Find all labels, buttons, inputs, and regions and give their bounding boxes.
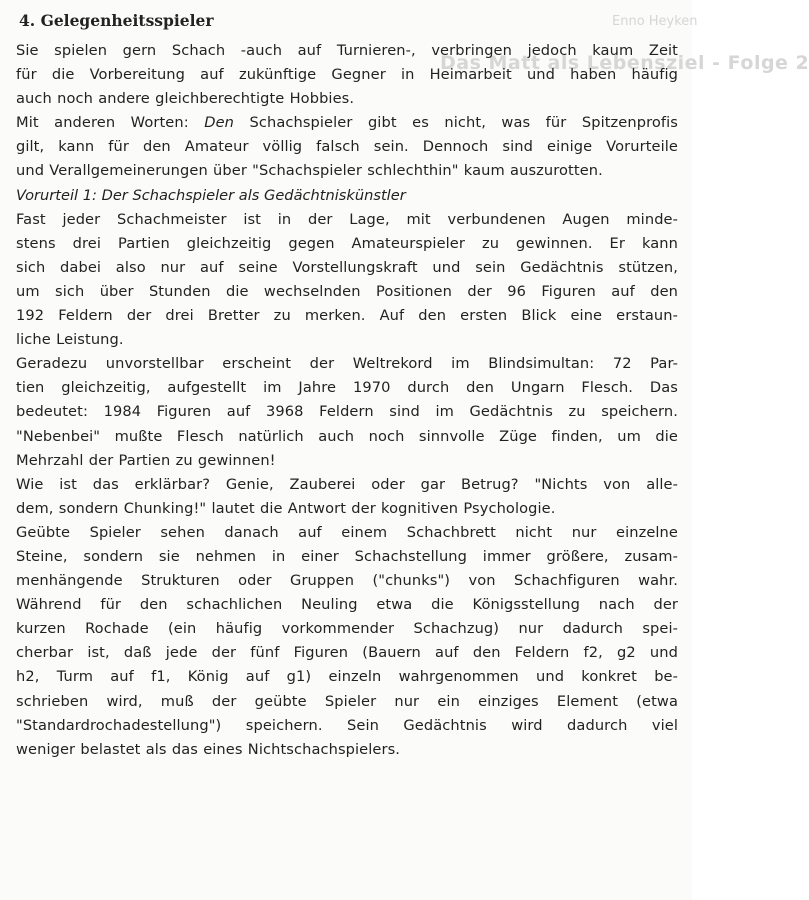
section-heading: 4. Gelegenheitsspieler: [19, 11, 214, 30]
paragraph-intro: [16, 39, 678, 111]
text-line: weniger belastet als das eines Nichtschachspielers.: [16, 740, 401, 758]
text-line: dem, sondern Chunking!" lautet die Antwort der kognitiven Psychologie.: [16, 499, 556, 517]
text-line: Fast jeder Schachmeister ist in der Lage, mit verbundenen Augen minde-: [16, 210, 678, 228]
text-line: stens drei Partien gleichzeitig gegen Amateurspieler zu gewinnen. Er kann: [16, 234, 678, 252]
text-line: tien gleichzeitig, aufgestellt im Jahre 1970 durch den Ungarn Flesch. Das: [16, 379, 678, 397]
text-line: um sich über Stunden die wechselnden Positionen der 96 Figuren auf den: [16, 282, 678, 300]
text-line: menhängende Strukturen oder Gruppen ("chunks") von Schachfiguren wahr.: [16, 572, 678, 590]
bleed-through-author: Enno Heyken: [612, 14, 698, 29]
text-line: sich dabei also nur auf seine Vorstellungskraft und sein Gedächtnis stützen,: [16, 258, 678, 276]
text-line: und Verallgemeinerungen über "Schachspieler schlechthin" kaum auszurotten.: [16, 162, 603, 180]
text-line: 192 Feldern der drei Bretter zu merken. Auf den ersten Blick eine erstaun-: [16, 307, 678, 325]
text-line: cherbar ist, daß jede der fünf Figuren (Bauern auf den Feldern f2, g2 und: [16, 644, 678, 662]
text-line: schrieben wird, muß der geübte Spieler nur ein einziges Element (etwa: [16, 692, 678, 710]
paragraph-geuebte-spieler: [16, 521, 678, 762]
text-line: Wie ist das erklärbar? Genie, Zauberei oder gar Betrug? "Nichts von alle-: [16, 475, 678, 493]
paragraph-fast-jeder: [16, 208, 678, 353]
text-line: auch noch andere gleichberechtigte Hobbies.: [16, 90, 355, 108]
text-line: Sie spielen gern Schach -auch auf Turnieren-, verbringen jedoch kaum Zeit: [16, 42, 678, 59]
emphasis-den: Den: [204, 114, 234, 132]
text-line: Während für den schachlichen Neuling etwa die Königsstellung nach der: [16, 596, 678, 614]
text-run: Mit anderen Worten:: [16, 114, 205, 132]
subheading-vorurteil: Vorurteil 1: Der Schachspieler als Gedächtniskünstler: [16, 186, 406, 204]
paragraph-wie-ist-das: [16, 473, 678, 521]
text-line: gilt, kann für den Amateur völlig falsch sein. Dennoch sind einige Vorurteile: [16, 138, 678, 156]
text-line: [16, 111, 678, 135]
text-line: bedeutet: 1984 Figuren auf 3968 Feldern sind im Gedächtnis zu speichern.: [16, 403, 678, 421]
bleed-through-title: Das Matt als Lebensziel - Folge 2: [440, 52, 809, 74]
text-line: liche Leistung.: [16, 331, 124, 349]
text-line: Mehrzahl der Partien zu gewinnen!: [16, 451, 276, 469]
text-line: kurzen Rochade (ein häufig vorkommender Schachzug) nur dadurch spei-: [16, 620, 678, 638]
text-line: Geradezu unvorstellbar erscheint der Weltrekord im Blindsimultan: 72 Par-: [16, 355, 678, 373]
text-line: h2, Turm auf f1, König auf g1) einzeln wahrgenommen und konkret be-: [16, 668, 678, 686]
text-run: Schachspieler gibt es nicht, was für Spitzenprofis: [234, 114, 679, 132]
text-line: Geübte Spieler sehen danach auf einem Schachbrett nicht nur einzelne: [16, 523, 678, 541]
text-line: Steine, sondern sie nehmen in einer Schachstellung immer größere, zusam-: [16, 547, 678, 565]
text-line: "Nebenbei" mußte Flesch natürlich auch noch sinnvolle Züge finden, um die: [16, 427, 678, 445]
text-line: für die Vorbereitung auf zukünftige Gegner in Heimarbeit und haben häufig: [16, 66, 678, 84]
paragraph-mit-anderen-worten: [16, 111, 678, 183]
text-line: "Standardrochadestellung") speichern. Sein Gedächtnis wird dadurch viel: [16, 716, 678, 734]
paragraph-geradezu: [16, 352, 678, 472]
